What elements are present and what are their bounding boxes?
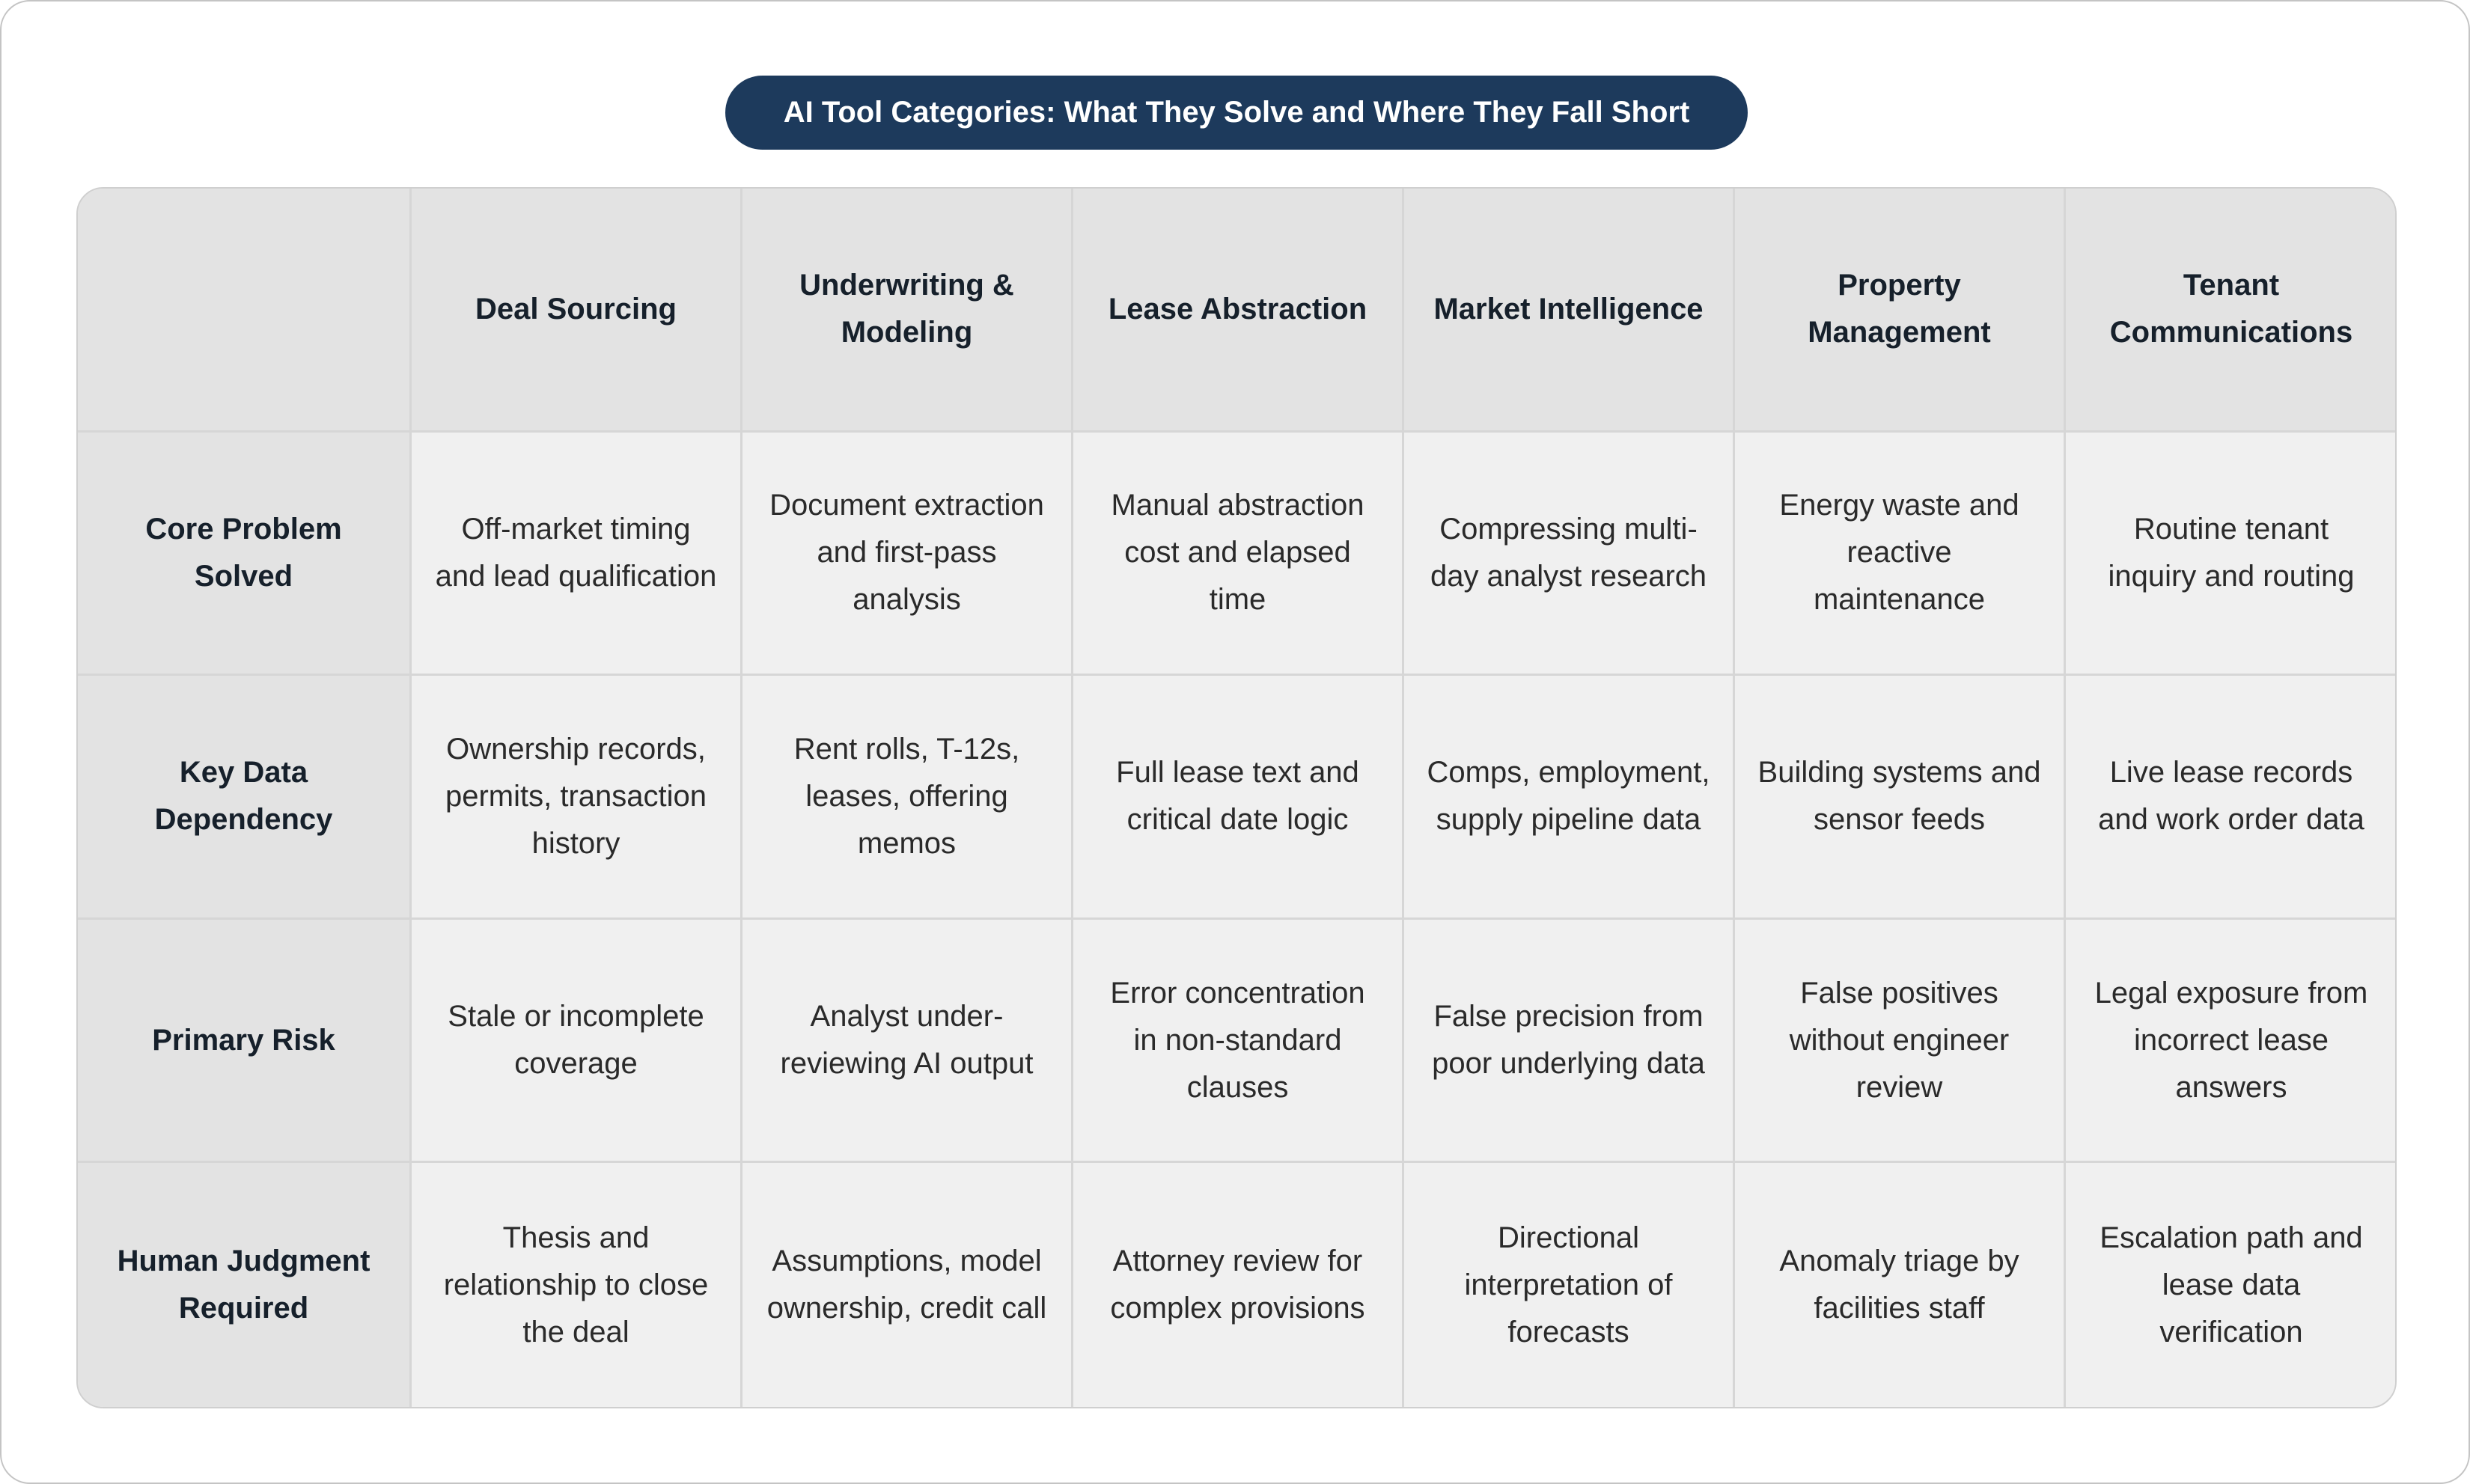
table-cell: Compressing multi-day analyst research [1404,433,1735,677]
table-cell: False positives without engineer review [1735,920,2066,1164]
column-header-tenant-communications: Tenant Communications [2066,189,2397,433]
table-cell: Document extraction and first-pass analysis [742,433,1073,677]
comparison-table [76,187,2397,1408]
table-cell: Comps, employment, supply pipeline data [1404,676,1735,920]
table-cell: Thesis and relationship to close the deal [412,1163,742,1407]
table-corner-cell [78,189,412,433]
table-cell: Full lease text and critical date logic [1073,676,1404,920]
row-header-primary-risk: Primary Risk [78,920,412,1164]
table-cell: Analyst under-reviewing AI output [742,920,1073,1164]
column-header-deal-sourcing: Deal Sourcing [412,189,742,433]
table-cell: Error concentration in non-standard clauses [1073,920,1404,1164]
table-cell: Manual abstraction cost and elapsed time [1073,433,1404,677]
table-cell: Legal exposure from incorrect lease answers [2066,920,2397,1164]
table-cell: Ownership records, permits, transaction history [412,676,742,920]
table-cell: False precision from poor underlying data [1404,920,1735,1164]
table-cell: Building systems and sensor feeds [1735,676,2066,920]
table-cell: Assumptions, model ownership, credit call [742,1163,1073,1407]
row-header-key-data-dependency: Key Data Dependency [78,676,412,920]
table-cell: Rent rolls, T-12s, leases, offering memos [742,676,1073,920]
table-cell: Live lease records and work order data [2066,676,2397,920]
page-title: AI Tool Categories: What They Solve and Where They Fall Short [725,76,1748,150]
table-cell: Anomaly triage by facilities staff [1735,1163,2066,1407]
row-header-human-judgment-required: Human Judgment Required [78,1163,412,1407]
column-header-property-management: Property Management [1735,189,2066,433]
table-cell: Off-market timing and lead qualification [412,433,742,677]
table-cell: Attorney review for complex provisions [1073,1163,1404,1407]
column-header-market-intelligence: Market Intelligence [1404,189,1735,433]
table-cell: Energy waste and reactive maintenance [1735,433,2066,677]
row-header-core-problem-solved: Core Problem Solved [78,433,412,677]
table-cell: Routine tenant inquiry and routing [2066,433,2397,677]
column-header-lease-abstraction: Lease Abstraction [1073,189,1404,433]
table-cell: Escalation path and lease data verification [2066,1163,2397,1407]
table-cell: Directional interpretation of forecasts [1404,1163,1735,1407]
column-header-underwriting-modeling: Underwriting & Modeling [742,189,1073,433]
table-cell: Stale or incomplete coverage [412,920,742,1164]
